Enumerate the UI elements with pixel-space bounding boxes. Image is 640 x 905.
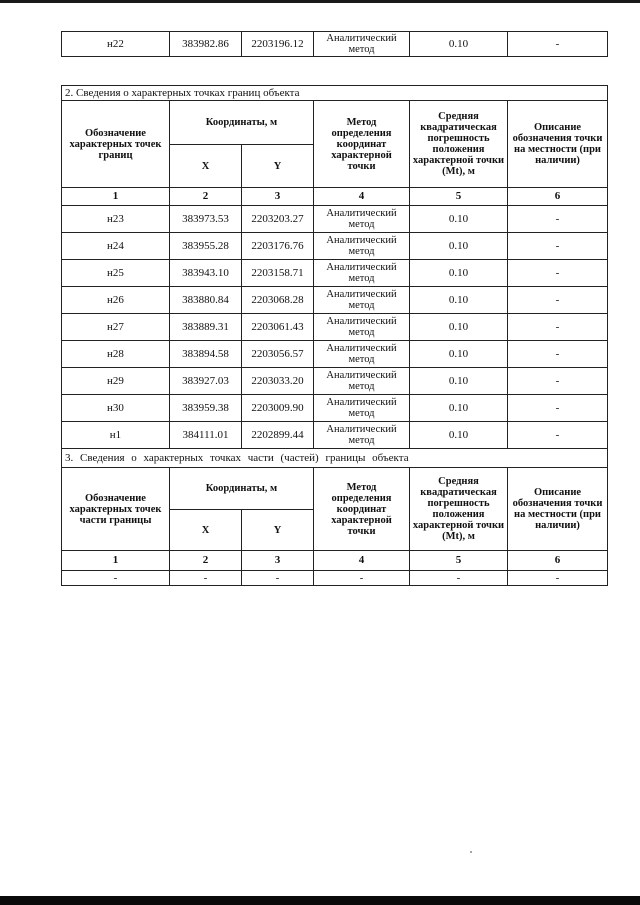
y-coordinate-cell: - — [242, 571, 314, 586]
column-number: 5 — [410, 188, 508, 206]
point-name-cell: н28 — [62, 341, 170, 368]
header-designation: Обозначение характерных точек части границы — [62, 468, 170, 551]
accuracy-cell: 0.10 — [410, 314, 508, 341]
accuracy-cell: 0.10 — [410, 260, 508, 287]
description-cell: - — [508, 314, 608, 341]
method-cell: Аналитический метод — [314, 287, 410, 314]
column-number: 6 — [508, 551, 608, 571]
method-cell: Аналитический метод — [314, 206, 410, 233]
column-number: 3 — [242, 188, 314, 206]
description-cell: - — [508, 571, 608, 586]
table-row — [62, 368, 608, 395]
scan-top-edge — [0, 0, 640, 3]
header-description: Описание обозначения точки на местности (при наличии) — [508, 101, 608, 188]
column-number: 4 — [314, 551, 410, 571]
table-row — [62, 422, 608, 449]
accuracy-cell: 0.10 — [410, 233, 508, 260]
table-row — [62, 287, 608, 314]
section-3-body — [62, 449, 608, 586]
section-2-title: 2. Сведения о характерных точках границ объекта — [62, 86, 608, 101]
header-designation: Обозначение характерных точек границ — [62, 101, 170, 188]
point-name-cell: н23 — [62, 206, 170, 233]
method-cell: Аналитический метод — [314, 341, 410, 368]
x-coordinate-cell: - — [170, 571, 242, 586]
description-cell: - — [508, 341, 608, 368]
column-number: 2 — [170, 551, 242, 571]
point-name-cell: - — [62, 571, 170, 586]
header-y: Y — [242, 510, 314, 551]
y-coordinate-cell: 2203158.71 — [242, 260, 314, 287]
column-number: 6 — [508, 188, 608, 206]
column-number: 3 — [242, 551, 314, 571]
x-coordinate-cell: 383982.86 — [170, 32, 242, 57]
header-coordinates: Координаты, м — [170, 468, 314, 510]
y-coordinate-cell: 2203068.28 — [242, 287, 314, 314]
point-name-cell: н26 — [62, 287, 170, 314]
accuracy-cell: 0.10 — [410, 341, 508, 368]
header-x: X — [170, 510, 242, 551]
point-name-cell: н30 — [62, 395, 170, 422]
point-name-cell: н25 — [62, 260, 170, 287]
header-coordinates: Координаты, м — [170, 101, 314, 145]
previous-section-tail-table — [61, 31, 608, 57]
y-coordinate-cell: 2203203.27 — [242, 206, 314, 233]
accuracy-cell: 0.10 — [410, 287, 508, 314]
y-coordinate-cell: 2203009.90 — [242, 395, 314, 422]
method-cell: Аналитический метод — [314, 368, 410, 395]
description-cell: - — [508, 32, 608, 57]
column-number: 5 — [410, 551, 508, 571]
method-cell: Аналитический метод — [314, 314, 410, 341]
x-coordinate-cell: 383894.58 — [170, 341, 242, 368]
column-number-row — [62, 551, 608, 571]
x-coordinate-cell: 383955.28 — [170, 233, 242, 260]
point-name-cell: н24 — [62, 233, 170, 260]
method-cell: Аналитический метод — [314, 233, 410, 260]
header-x: X — [170, 145, 242, 188]
accuracy-cell: 0.10 — [410, 368, 508, 395]
description-cell: - — [508, 206, 608, 233]
description-cell: - — [508, 368, 608, 395]
table-row — [62, 233, 608, 260]
table-row — [62, 32, 608, 57]
x-coordinate-cell: 383959.38 — [170, 395, 242, 422]
column-number-row — [62, 188, 608, 206]
x-coordinate-cell: 383889.31 — [170, 314, 242, 341]
header-description: Описание обозначения точки на местности (при наличии) — [508, 468, 608, 551]
header-accuracy: Средняя квадратическая погрешность положения характерной точки (Mt), м — [410, 468, 508, 551]
x-coordinate-cell: 383927.03 — [170, 368, 242, 395]
header-method: Метод определения координат характерной точки — [314, 468, 410, 551]
point-name-cell: н22 — [62, 32, 170, 57]
x-coordinate-cell: 383880.84 — [170, 287, 242, 314]
y-coordinate-cell: 2203176.76 — [242, 233, 314, 260]
y-coordinate-cell: 2203061.43 — [242, 314, 314, 341]
description-cell: - — [508, 260, 608, 287]
column-number: 1 — [62, 551, 170, 571]
section-3-title: 3. Сведения о характерных точках части (частей) границы объекта — [62, 449, 608, 468]
column-number: 1 — [62, 188, 170, 206]
y-coordinate-cell: 2203056.57 — [242, 341, 314, 368]
x-coordinate-cell: 383973.53 — [170, 206, 242, 233]
scan-bottom-edge — [0, 896, 640, 905]
point-name-cell: н1 — [62, 422, 170, 449]
y-coordinate-cell: 2203033.20 — [242, 368, 314, 395]
header-method: Метод определения координат характерной точки — [314, 101, 410, 188]
method-cell: Аналитический метод — [314, 32, 410, 57]
table-row — [62, 314, 608, 341]
x-coordinate-cell: 384111.01 — [170, 422, 242, 449]
accuracy-cell: 0.10 — [410, 32, 508, 57]
table-row — [62, 260, 608, 287]
section-2-body — [62, 86, 608, 449]
header-y: Y — [242, 145, 314, 188]
accuracy-cell: - — [410, 571, 508, 586]
accuracy-cell: 0.10 — [410, 206, 508, 233]
point-name-cell: н27 — [62, 314, 170, 341]
boundary-points-table — [61, 85, 608, 586]
column-number: 2 — [170, 188, 242, 206]
table-row — [62, 341, 608, 368]
description-cell: - — [508, 287, 608, 314]
accuracy-cell: 0.10 — [410, 422, 508, 449]
description-cell: - — [508, 395, 608, 422]
table-row — [62, 206, 608, 233]
scan-speck — [470, 851, 472, 853]
table-row — [62, 395, 608, 422]
header-accuracy: Средняя квадратическая погрешность положения характерной точки (Mt), м — [410, 101, 508, 188]
point-name-cell: н29 — [62, 368, 170, 395]
table-row — [62, 571, 608, 586]
method-cell: Аналитический метод — [314, 260, 410, 287]
y-coordinate-cell: 2203196.12 — [242, 32, 314, 57]
method-cell: Аналитический метод — [314, 395, 410, 422]
description-cell: - — [508, 422, 608, 449]
x-coordinate-cell: 383943.10 — [170, 260, 242, 287]
y-coordinate-cell: 2202899.44 — [242, 422, 314, 449]
description-cell: - — [508, 233, 608, 260]
column-number: 4 — [314, 188, 410, 206]
method-cell: Аналитический метод — [314, 422, 410, 449]
method-cell: - — [314, 571, 410, 586]
accuracy-cell: 0.10 — [410, 395, 508, 422]
